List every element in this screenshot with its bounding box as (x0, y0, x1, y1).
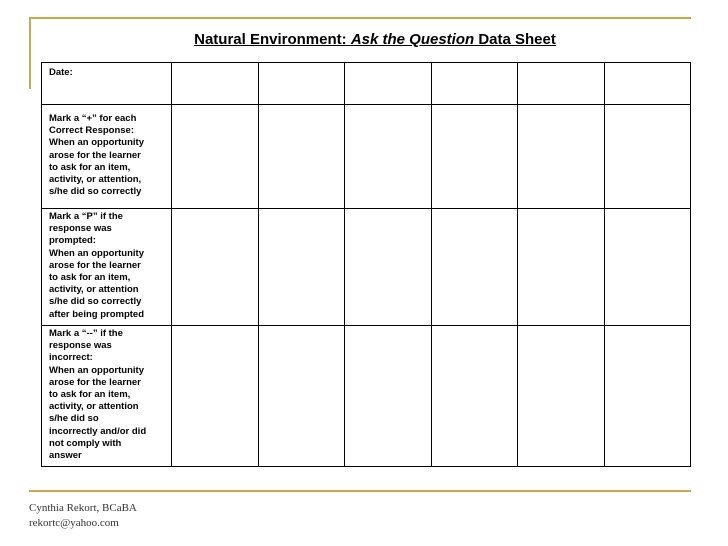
incorrect-row (42, 326, 691, 467)
incorrect-line: not comply with (49, 437, 122, 449)
title-prefix: Natural Environment: (194, 31, 351, 48)
date-cell-5[interactable] (518, 63, 605, 105)
incorrect-cell-6[interactable] (604, 326, 691, 467)
prompted-line: to ask for an item, (49, 272, 131, 284)
prompted-line: activity, or attention (49, 284, 139, 296)
title-italic: Ask the Question (350, 31, 475, 48)
incorrect-line: Mark a “--” if the (49, 328, 123, 339)
prompted-cell-5[interactable] (518, 209, 605, 326)
incorrect-line: to ask for an item, (49, 389, 131, 401)
prompted-cell-2[interactable] (258, 209, 345, 326)
incorrect-line: arose for the learner (49, 376, 141, 388)
prompted-line: after being prompted (49, 308, 145, 320)
correct-line: to ask for an item, (49, 161, 131, 173)
correct-line: arose for the learner (49, 149, 141, 161)
prompted-cell-3[interactable] (345, 209, 432, 326)
date-cell-6[interactable] (604, 63, 691, 105)
incorrect-cell-4[interactable] (431, 326, 518, 467)
prompted-line: response was (49, 223, 112, 235)
bottom-rule (29, 490, 691, 492)
footer (29, 501, 137, 531)
incorrect-line: When an opportunity (49, 364, 144, 376)
incorrect-cell-5[interactable] (518, 326, 605, 467)
correct-label-cell (42, 105, 172, 209)
date-row (42, 63, 691, 105)
date-label-cell (42, 63, 172, 105)
incorrect-line: s/he did so (49, 413, 99, 425)
prompted-line: Mark a “P” if the (49, 211, 123, 222)
correct-line: When an opportunity (49, 137, 144, 149)
incorrect-label-cell (42, 326, 172, 467)
correct-cell-4[interactable] (431, 105, 518, 209)
correct-cell-1[interactable] (172, 105, 259, 209)
prompted-label-cell (42, 209, 172, 326)
incorrect-cell-1[interactable] (172, 326, 259, 467)
data-sheet-table (41, 62, 691, 467)
correct-cell-3[interactable] (345, 105, 432, 209)
title-suffix: Data Sheet (474, 31, 556, 48)
prompted-line: arose for the learner (49, 259, 141, 271)
prompted-cell-6[interactable] (604, 209, 691, 326)
correct-cell-2[interactable] (258, 105, 345, 209)
date-cell-3[interactable] (345, 63, 432, 105)
date-cell-4[interactable] (431, 63, 518, 105)
correct-cell-5[interactable] (518, 105, 605, 209)
correct-cell-6[interactable] (604, 105, 691, 209)
incorrect-cell-2[interactable] (258, 326, 345, 467)
left-rule (29, 17, 31, 89)
correct-line: activity, or attention, (49, 174, 142, 186)
correct-line: s/he did so correctly (49, 186, 142, 198)
prompted-row (42, 209, 691, 326)
correct-line: Mark a “+” for each (49, 113, 137, 124)
correct-line: Correct Response: (49, 125, 134, 137)
incorrect-line: incorrectly and/or did (49, 425, 147, 437)
date-cell-1[interactable] (172, 63, 259, 105)
footer-email: rekortc@yahoo.com (29, 517, 119, 529)
incorrect-line: activity, or attention (49, 401, 139, 413)
prompted-cell-1[interactable] (172, 209, 259, 326)
incorrect-line: response was (49, 340, 112, 352)
page-title (0, 31, 728, 48)
incorrect-cell-3[interactable] (345, 326, 432, 467)
prompted-line: prompted: (49, 235, 96, 247)
correct-row (42, 105, 691, 209)
incorrect-line: answer (49, 450, 82, 462)
prompted-line: When an opportunity (49, 247, 144, 259)
top-rule (29, 17, 691, 19)
prompted-cell-4[interactable] (431, 209, 518, 326)
incorrect-line: incorrect: (49, 352, 93, 364)
date-label: Date: (49, 67, 73, 78)
date-cell-2[interactable] (258, 63, 345, 105)
prompted-line: s/he did so correctly (49, 296, 142, 308)
footer-author: Cynthia Rekort, BCaBA (29, 502, 137, 514)
